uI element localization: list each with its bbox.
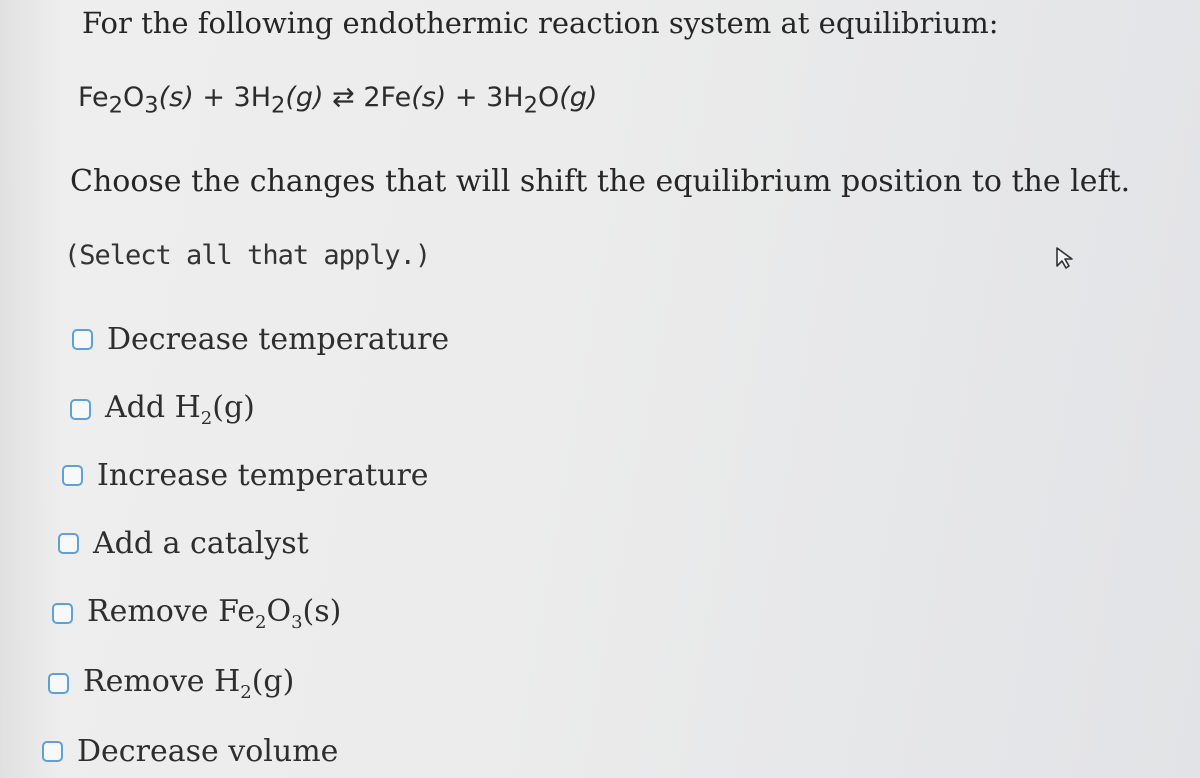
reaction-equation: $Fe_2O_3(s) + 3H_2(g)$ ⇄ $2Fe(s) + 3H_2O(g)$: [78, 82, 598, 119]
option-label: Add $H_2(g)$: [105, 390, 255, 429]
option-label: Decrease temperature: [107, 322, 450, 357]
checkbox[interactable]: [42, 741, 63, 762]
option-remove-h2[interactable]: [48, 664, 294, 703]
question-text: Choose the changes that will shift the equilibrium position to the left.: [70, 164, 1131, 199]
checkbox[interactable]: [70, 399, 91, 420]
checkbox[interactable]: [48, 673, 69, 694]
option-remove-fe2o3[interactable]: [52, 594, 341, 633]
checkbox[interactable]: [58, 533, 79, 554]
question-intro: For the following endothermic reaction system at equilibrium:: [82, 6, 999, 40]
checkbox[interactable]: [72, 329, 93, 350]
option-decrease-volume[interactable]: [42, 734, 338, 769]
option-label: Remove $Fe_2O_3(s)$: [87, 594, 342, 633]
select-all-hint: (Select all that apply.): [64, 240, 431, 271]
option-increase-temperature[interactable]: [62, 458, 429, 493]
photo-edge-shadow: [0, 0, 60, 778]
option-label: Decrease volume: [77, 734, 339, 769]
mouse-pointer-icon: [1054, 246, 1076, 270]
option-label: Remove $H_2(g)$: [83, 664, 295, 703]
option-label: Increase temperature: [97, 458, 429, 493]
option-add-h2[interactable]: [70, 390, 255, 429]
checkbox[interactable]: [52, 603, 73, 624]
checkbox[interactable]: [62, 465, 83, 486]
option-add-catalyst[interactable]: [58, 526, 309, 561]
option-decrease-temperature[interactable]: [72, 322, 449, 357]
option-label: Add a catalyst: [93, 526, 309, 561]
